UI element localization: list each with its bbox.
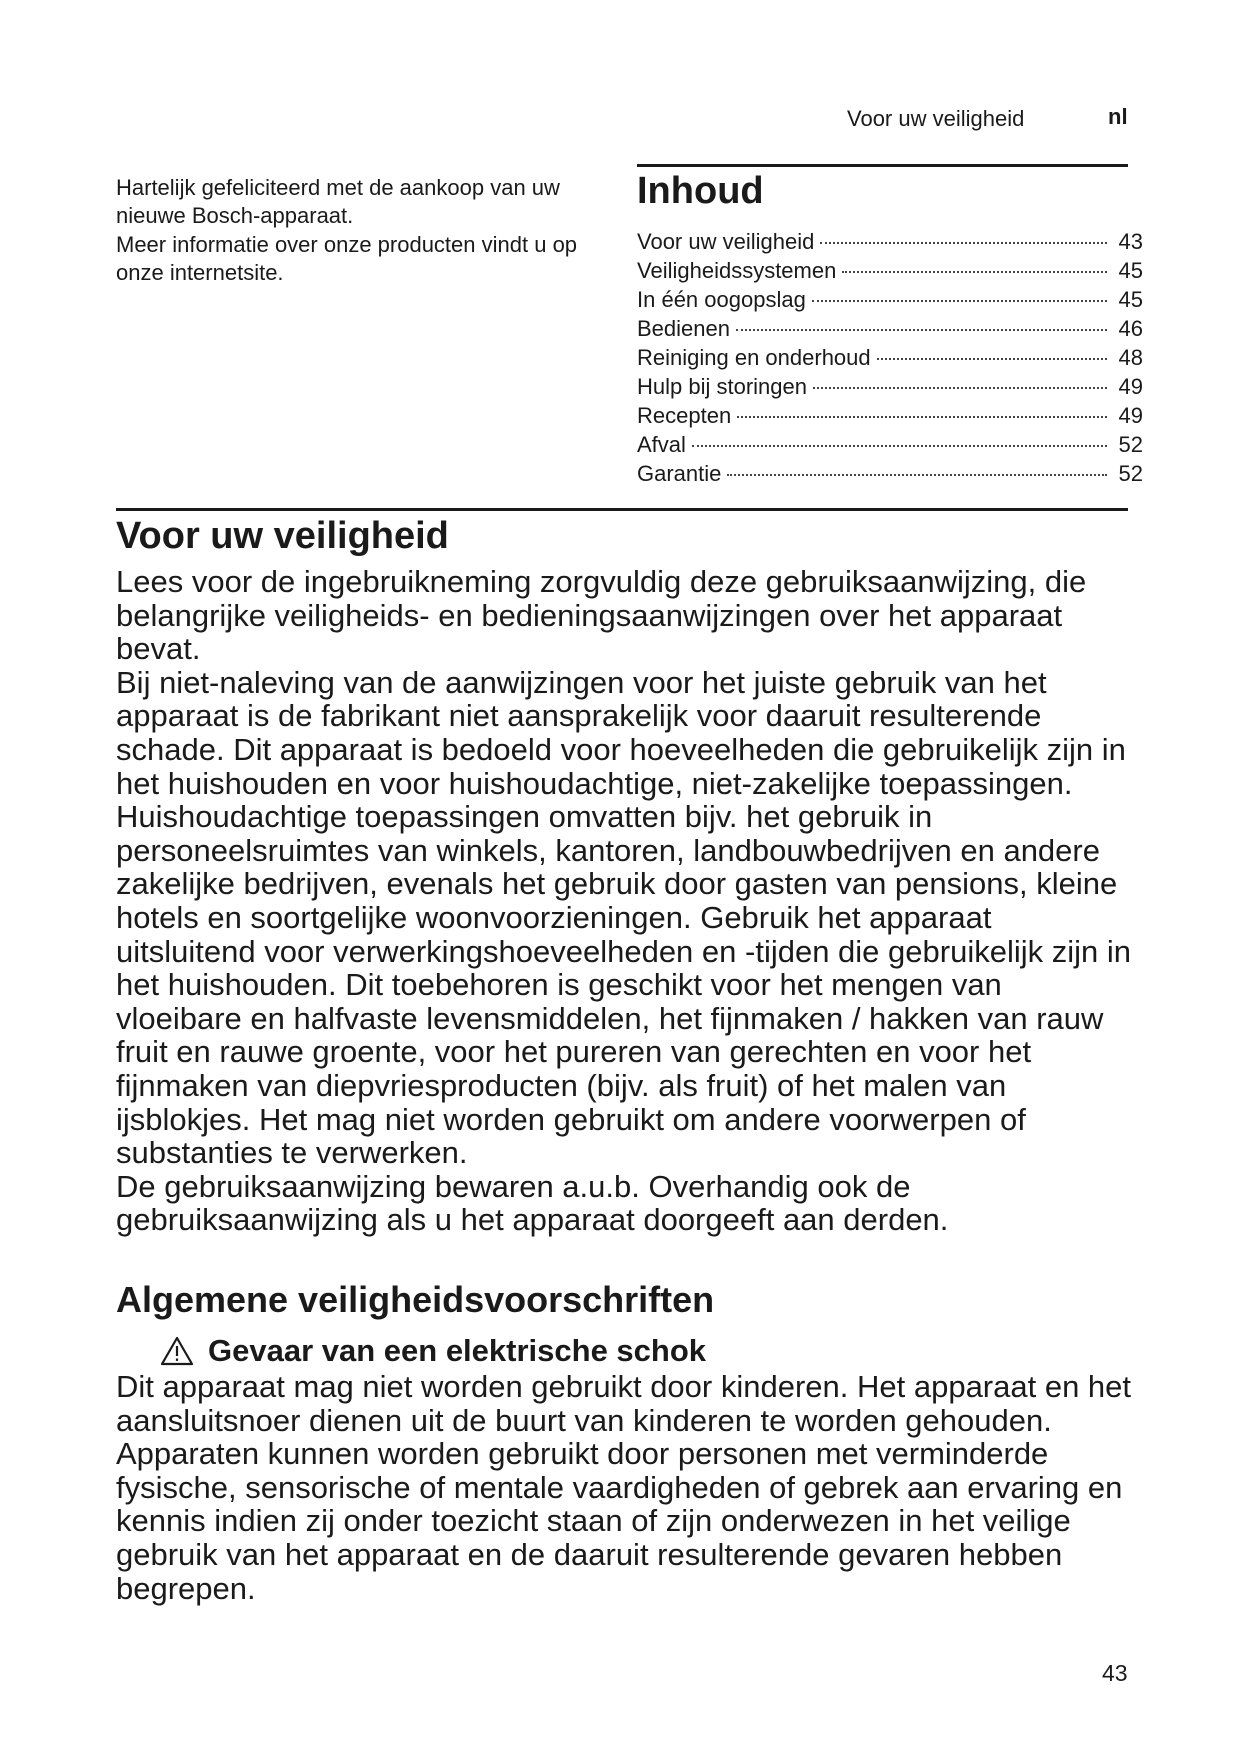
toc-leader	[727, 474, 1107, 476]
toc-leader	[820, 242, 1107, 244]
toc-entry-page: 48	[1118, 345, 1143, 370]
toc-leader	[877, 358, 1107, 360]
toc-title: Inhoud	[637, 170, 764, 212]
toc-entry-page: 45	[1118, 287, 1143, 312]
toc-leader	[692, 445, 1107, 447]
warning-heading	[160, 1333, 706, 1369]
toc-entry-page: 52	[1118, 432, 1143, 457]
toc-leader	[842, 271, 1107, 273]
toc-entry-label: Garantie	[637, 461, 722, 486]
toc-leader	[737, 416, 1107, 418]
section-body	[116, 565, 1136, 1237]
toc-entry-page: 49	[1118, 403, 1143, 428]
section-heading: Voor uw veiligheid	[116, 515, 449, 557]
intro-text	[116, 174, 616, 286]
warning-triangle-icon	[160, 1336, 194, 1366]
toc-entry[interactable]	[637, 229, 1143, 258]
toc-entry-label: Hulp bij storingen	[637, 374, 807, 399]
body-paragraph: Lees voor de ingebruikneming zorgvuldig deze gebruiksaanwijzing, die belangrijke veiligheids- en bedieningsaanwijzingen over het apparaat bevat.	[116, 564, 1087, 667]
toc-entry-page: 52	[1118, 461, 1143, 486]
toc-entry[interactable]	[637, 461, 1143, 490]
toc-entry-label: Reiniging en onderhoud	[637, 345, 871, 370]
toc-leader	[812, 300, 1107, 302]
toc-entry[interactable]	[637, 287, 1143, 316]
toc-entry-label: Veiligheidssystemen	[637, 258, 837, 283]
body-paragraph: De gebruiksaanwijzing bewaren a.u.b. Overhandig ook de gebruiksaanwijzing als u het apparaat doorgeeft aan derden.	[116, 1168, 949, 1238]
running-header-section: Voor uw veiligheid	[847, 106, 1025, 131]
warning-body	[116, 1370, 1136, 1605]
page-number: 43	[1102, 1660, 1128, 1686]
warning-title: Gevaar van een elektrische schok	[208, 1333, 707, 1368]
toc-entry[interactable]	[637, 374, 1143, 403]
body-paragraph: Apparaten kunnen worden gebruikt door personen met verminderde fysische, sensorische of mentale vaardigheden of gebrek aan ervaring en kennis indien zij onder toezicht staan of zijn onderwezen in het veilige gebruik van het apparaat en de daaruit resulterende gevaren hebben begrepen.	[116, 1436, 1123, 1606]
table-of-contents	[637, 229, 1143, 490]
toc-entry-page: 49	[1118, 374, 1143, 399]
intro-paragraph: Meer informatie over onze producten vindt u op onze internetsite.	[116, 232, 578, 285]
body-paragraph: Dit apparaat mag niet worden gebruikt door kinderen. Het apparaat en het aansluitsnoer dienen uit de buurt van kinderen te worden gehouden.	[116, 1369, 1132, 1438]
toc-entry[interactable]	[637, 258, 1143, 287]
toc-entry-label: Bedienen	[637, 316, 730, 341]
toc-entry-label: In één oogopslag	[637, 287, 806, 312]
section-rule	[116, 508, 1128, 511]
toc-entry-label: Recepten	[637, 403, 732, 428]
toc-entry-label: Voor uw veiligheid	[637, 229, 815, 254]
body-paragraph: Bij niet-naleving van de aanwijzingen voor het juiste gebruik van het apparaat is de fabrikant niet aansprakelijk voor daaruit resulterende schade. Dit apparaat is bedoeld voor hoeveelheden die gebruikelijk zijn in het huishouden en voor huishoudachtige, niet-zakelijke toepassingen. Huishoudachtige toepassingen omvatten bijv. het gebruik in personeelsruimtes van winkels, kantoren, landbouwbedrijven en andere zakelijke bedrijven, evenals het gebruik door gasten van pensions, kleine hotels en soortgelijke woonvoorzieningen. Gebruik het apparaat uitsluitend voor verwerkingshoeveelheden en -tijden die gebruikelijk zijn in het huishouden. Dit toebehoren is geschikt voor het mengen van vloeibare en halfvaste levensmiddelen, het fijnmaken / hakken van rauw fruit en rauwe groente, voor het pureren van gerechten en voor het fijnmaken van diepvriesproducten (bijv. als fruit) of het malen van ijsblokjes. Het mag niet worden gebruikt om andere voorwerpen of substanties te verwerken.	[116, 664, 1131, 1171]
toc-entry[interactable]	[637, 316, 1143, 345]
toc-leader	[813, 387, 1107, 389]
intro-paragraph: Hartelijk gefeliciteerd met de aankoop van uw nieuwe Bosch-apparaat.	[116, 175, 560, 228]
subsection-heading: Algemene veiligheidsvoorschriften	[116, 1279, 715, 1320]
toc-entry-page: 46	[1118, 316, 1143, 341]
toc-leader	[736, 329, 1107, 331]
toc-top-rule	[637, 164, 1128, 167]
toc-entry-page: 45	[1118, 258, 1143, 283]
toc-entry-label: Afval	[637, 432, 686, 457]
toc-entry-page: 43	[1118, 229, 1143, 254]
running-header-language: nl	[1108, 104, 1128, 129]
toc-entry[interactable]	[637, 345, 1143, 374]
toc-entry[interactable]	[637, 403, 1143, 432]
toc-entry[interactable]	[637, 432, 1143, 461]
